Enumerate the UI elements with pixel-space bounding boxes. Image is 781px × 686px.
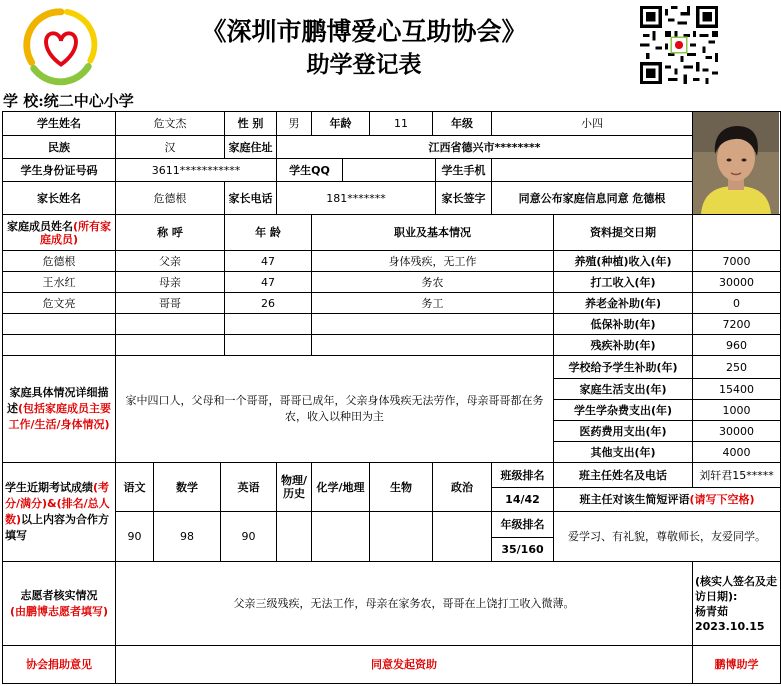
id-label: 学生身份证号码	[3, 159, 116, 182]
ethnic-value[interactable]: 汉	[116, 136, 225, 159]
form-header	[0, 0, 728, 88]
association-logo-icon	[22, 6, 100, 84]
finance-label: 其他支出(年)	[554, 442, 693, 463]
gender-value[interactable]: 男	[277, 112, 312, 136]
grade-value[interactable]: 小四	[492, 112, 693, 136]
parent-name[interactable]: 危德根	[116, 182, 225, 215]
parent-sign-label: 家长签字	[436, 182, 492, 215]
student-name-label: 学生姓名	[3, 112, 116, 136]
finance-value[interactable]: 1000	[693, 400, 781, 421]
member-job[interactable]: 务工	[312, 293, 554, 314]
comment-label-black: 班主任对该生简短评语	[579, 493, 690, 506]
finance-label: 养殖(种植)收入(年)	[554, 251, 693, 272]
subject-header: 数学	[154, 463, 221, 512]
member-job[interactable]	[312, 314, 554, 335]
finance-label: 学生学杂费支出(年)	[554, 400, 693, 421]
member-job[interactable]: 身体残疾，无工作	[312, 251, 554, 272]
exam-label-black: 学生近期考试成绩	[5, 481, 93, 494]
finance-value[interactable]: 960	[693, 335, 781, 356]
grade-rank-label: 年级排名	[492, 512, 554, 538]
finance-label: 养老金补助(年)	[554, 293, 693, 314]
relation-header: 称 呼	[116, 215, 225, 251]
footer-right: 鹏博助学	[693, 646, 781, 684]
member-relation[interactable]: 父亲	[116, 251, 225, 272]
member-name[interactable]: 王水红	[3, 272, 116, 293]
verify-label: (核实人签名及走访日期):	[695, 574, 778, 603]
member-age[interactable]	[225, 335, 312, 356]
member-name[interactable]: 危德根	[3, 251, 116, 272]
volunteer-label-red: (由鹏博志愿者填写)	[9, 604, 109, 618]
exam-label-note: 以上内容为合作方填写	[5, 513, 110, 542]
family-member-header-black: 家庭成员姓名	[6, 219, 73, 233]
age-value[interactable]: 11	[370, 112, 433, 136]
subject-header: 生物	[370, 463, 433, 512]
verifier-name[interactable]: 杨青茹	[695, 604, 728, 618]
member-relation[interactable]: 哥哥	[116, 293, 225, 314]
volunteer-label	[3, 562, 116, 646]
subject-header: 政治	[433, 463, 492, 512]
student-phone-value[interactable]	[492, 159, 693, 182]
member-relation[interactable]	[116, 314, 225, 335]
exam-label	[3, 463, 116, 562]
subject-score[interactable]	[370, 512, 433, 562]
subject-header: 化学/地理	[312, 463, 370, 512]
verify-date[interactable]: 2023.10.15	[695, 619, 765, 633]
finance-value[interactable]: 30000	[693, 421, 781, 442]
teacher-value[interactable]: 刘轩君15*****	[693, 463, 781, 488]
subject-header: 物理/历史	[277, 463, 312, 512]
grade-label: 年级	[433, 112, 492, 136]
volunteer-label-black: 志愿者核实情况	[20, 588, 98, 602]
qq-value[interactable]	[343, 159, 436, 182]
finance-label: 家庭生活支出(年)	[554, 379, 693, 400]
family-member-header	[3, 215, 116, 251]
class-rank-value[interactable]: 14/42	[492, 488, 554, 512]
address-label: 家庭住址	[225, 136, 277, 159]
school-name: 学 校:统二中心小学	[3, 92, 134, 110]
member-job[interactable]: 务农	[312, 272, 554, 293]
subject-score[interactable]: 90	[221, 512, 277, 562]
qr-code-icon	[640, 6, 718, 84]
finance-value[interactable]: 0	[693, 293, 781, 314]
parent-phone-label: 家长电话	[225, 182, 277, 215]
family-member-header-red: (所有家庭成员)	[39, 219, 112, 246]
teacher-label: 班主任姓名及电话	[554, 463, 693, 488]
finance-label: 残疾补助(年)	[554, 335, 693, 356]
subject-score[interactable]	[433, 512, 492, 562]
age-label: 年龄	[312, 112, 370, 136]
grade-rank-value[interactable]: 35/160	[492, 538, 554, 562]
member-name[interactable]: 危文亮	[3, 293, 116, 314]
subject-header: 语文	[116, 463, 154, 512]
subject-score[interactable]: 98	[154, 512, 221, 562]
finance-label: 打工收入(年)	[554, 272, 693, 293]
member-age[interactable]: 47	[225, 251, 312, 272]
member-relation[interactable]: 母亲	[116, 272, 225, 293]
situation-label-red: (包括家庭成员主要工作/生活/身体情况)	[8, 402, 112, 431]
finance-label: 学校给予学生补助(年)	[554, 356, 693, 379]
registration-form	[2, 111, 781, 684]
member-name[interactable]	[3, 314, 116, 335]
finance-value[interactable]: 7200	[693, 314, 781, 335]
finance-label: 低保补助(年)	[554, 314, 693, 335]
submit-date-value[interactable]	[693, 215, 781, 251]
finance-value[interactable]: 7000	[693, 251, 781, 272]
comment-label-red: (请写下空格)	[689, 493, 755, 506]
member-age-header: 年 龄	[225, 215, 312, 251]
footer-decision[interactable]: 同意发起资助	[116, 646, 693, 684]
parent-phone[interactable]: 181*******	[277, 182, 436, 215]
finance-label: 医药费用支出(年)	[554, 421, 693, 442]
comment-label	[554, 488, 781, 512]
member-age[interactable]	[225, 314, 312, 335]
subject-score[interactable]	[277, 512, 312, 562]
member-name[interactable]	[3, 335, 116, 356]
subject-score[interactable]: 90	[116, 512, 154, 562]
finance-value[interactable]: 30000	[693, 272, 781, 293]
student-phone-label: 学生手机	[436, 159, 492, 182]
teacher-comment[interactable]: 爱学习、有礼貌，尊敬师长，友爱同学。	[554, 512, 781, 562]
member-age[interactable]: 47	[225, 272, 312, 293]
id-value[interactable]: 3611***********	[116, 159, 277, 182]
form-subtitle: 助学登记表	[306, 51, 422, 78]
situation-text[interactable]: 家中四口人，父母和一个哥哥，哥哥已成年，父亲身体残疾无法劳作，母亲哥哥都在务农，收入以种田为主	[116, 356, 554, 463]
exam-label-red: (考分/满分)&(排名/总人数)	[5, 481, 110, 526]
verify-cell	[693, 562, 781, 646]
situation-label	[3, 356, 116, 463]
student-name[interactable]: 危文杰	[116, 112, 225, 136]
finance-value[interactable]: 250	[693, 356, 781, 379]
subject-header: 英语	[221, 463, 277, 512]
finance-value[interactable]: 15400	[693, 379, 781, 400]
member-relation[interactable]	[116, 335, 225, 356]
job-header: 职业及基本情况	[312, 215, 554, 251]
situation-label-black: 家庭具体情况详细描述	[6, 386, 109, 415]
address-value[interactable]: 江西省德兴市********	[277, 136, 693, 159]
qq-label: 学生QQ	[277, 159, 343, 182]
parent-name-label: 家长姓名	[3, 182, 116, 215]
volunteer-text[interactable]: 父亲三级残疾，无法工作，母亲在家务农，哥哥在上饶打工收入微薄。	[116, 562, 693, 646]
submit-date-header: 资料提交日期	[554, 215, 693, 251]
class-rank-label: 班级排名	[492, 463, 554, 488]
member-job[interactable]	[312, 335, 554, 356]
gender-label: 性 别	[225, 112, 277, 136]
ethnic-label: 民族	[3, 136, 116, 159]
form-title: 《深圳市鹏博爱心互助协会》	[201, 17, 527, 46]
footer-left: 协会捐助意见	[3, 646, 116, 684]
finance-value[interactable]: 4000	[693, 442, 781, 463]
student-photo	[693, 112, 781, 215]
parent-agree: 同意公布家庭信息同意 危德根	[492, 182, 693, 215]
member-age[interactable]: 26	[225, 293, 312, 314]
subject-score[interactable]	[312, 512, 370, 562]
